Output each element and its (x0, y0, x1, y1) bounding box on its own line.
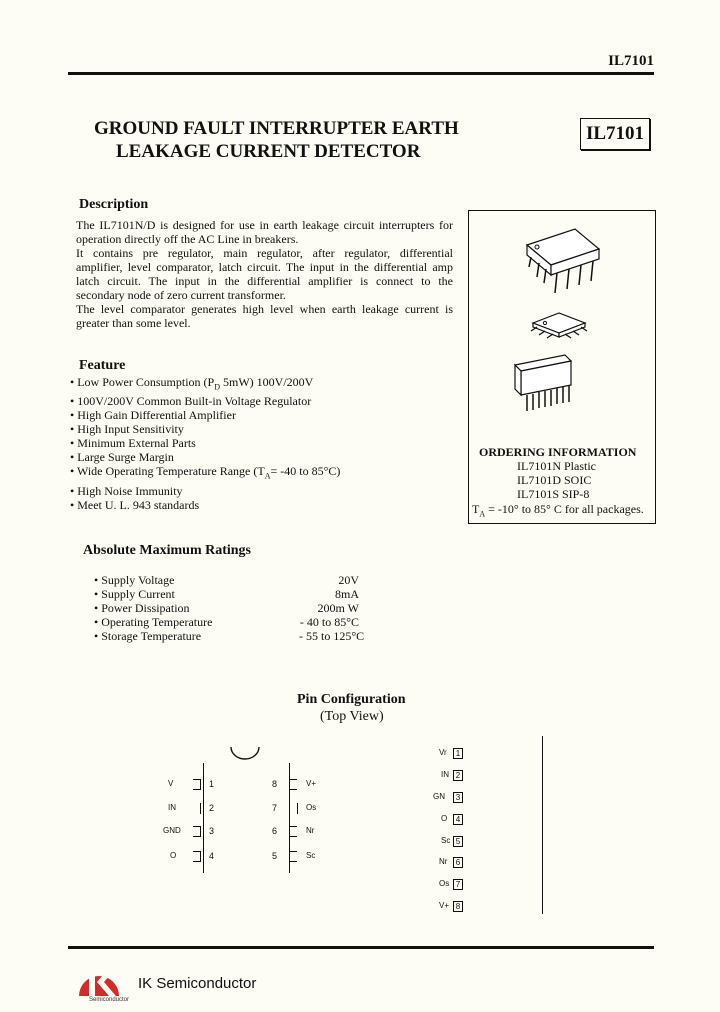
pin-number: 6 (453, 857, 463, 868)
description-body (76, 218, 453, 330)
feature-item-rest: 5mW) 100V/200V (220, 375, 314, 389)
pin-stub (297, 803, 298, 814)
ratings-row (94, 629, 365, 643)
rating-value: - 40 to 85°C (299, 615, 359, 629)
feature-item-sub: D (214, 382, 220, 392)
rating-value: 200m W (317, 601, 359, 615)
sip-pinout (425, 736, 550, 916)
description-line: greater than some level. (76, 316, 191, 330)
rating-name: • Power Dissipation (94, 601, 190, 615)
feature-item: • 100V/200V Common Built-in Voltage Regulator (70, 394, 312, 409)
title-badge: IL7101 (580, 118, 650, 150)
description-line: operation directly off the AC Line in breakers. (76, 232, 299, 246)
pin-label: Sc (306, 851, 316, 860)
pin-label: V (168, 779, 174, 788)
description-heading: Description (79, 197, 149, 212)
rating-name: • Operating Temperature (94, 615, 213, 629)
header-rule (68, 72, 654, 75)
feature-item: • Meet U. L. 943 standards (70, 497, 200, 512)
rating-value: - 55 to 125°C (299, 629, 365, 643)
dip-pinout (160, 745, 340, 875)
feature-item: • High Noise Immunity (70, 483, 183, 498)
pin-config-heading: Pin Configuration (297, 692, 406, 707)
page-title (94, 117, 459, 163)
pin-number: 7 (453, 879, 463, 890)
pin-number: 2 (453, 770, 463, 781)
description-line: amplifier, level comparator, latch circuit. The input in the differential amp (76, 260, 453, 274)
feature-list (70, 375, 340, 512)
pin-stub (200, 803, 201, 814)
description-line: The level comparator generates high level when earth leakage current is (76, 302, 453, 316)
pin-number: 1 (209, 779, 215, 789)
sip-body (542, 736, 543, 914)
pin-label: O (441, 814, 448, 823)
feature-item-text: • Low Power Consumption (P (70, 375, 215, 389)
title-line-2: LEAKAGE CURRENT DETECTOR (116, 141, 421, 162)
rating-name: • Supply Current (94, 587, 175, 601)
feature-item (70, 464, 340, 483)
rating-value: 8mA (335, 587, 359, 601)
pin-stub (289, 851, 297, 862)
pin-label: Sc (441, 836, 451, 845)
pin-stub (289, 779, 297, 790)
pin-label: Vr (439, 748, 447, 757)
pin-label: Nr (439, 857, 448, 866)
feature-item: • High Gain Differential Amplifier (70, 408, 236, 423)
ordering-note-sub: A (479, 509, 486, 519)
description-line: The IL7101N/D is designed for use in earth leakage circuit interrupters for (76, 218, 453, 232)
pin-label: V+ (306, 779, 317, 788)
pin-number: 6 (272, 826, 278, 836)
soic-package-icon (525, 307, 595, 341)
feature-item: • High Input Sensitivity (70, 422, 184, 437)
pin-stub (193, 851, 201, 862)
feature-item-text: • Wide Operating Temperature Range (T (70, 464, 265, 479)
ratings-row (94, 615, 359, 629)
ordering-rows (517, 459, 596, 501)
rating-name: • Storage Temperature (94, 629, 202, 643)
ratings-row (94, 587, 359, 601)
pin-number: 7 (272, 803, 278, 813)
ratings-row (94, 601, 359, 615)
pin-number: 5 (453, 836, 463, 847)
feature-item: • Minimum External Parts (70, 436, 196, 451)
feature-item-rest: = -40 to 85°C) (270, 464, 341, 479)
ordering-note (472, 502, 644, 521)
description-line: latch circuit. The input in the differential amplifier is connect to the (76, 274, 453, 288)
logo-subtext: Semiconductor (89, 997, 130, 1003)
ordering-row: IL7101N Plastic (517, 459, 596, 473)
pin-number: 4 (453, 814, 463, 825)
ordering-heading: ORDERING INFORMATION (479, 445, 637, 459)
pin-stub (193, 779, 201, 790)
feature-heading: Feature (79, 358, 126, 373)
description-line: secondary node of zero current transformer. (76, 288, 286, 302)
title-line-1: GROUND FAULT INTERRUPTER EARTH (94, 118, 459, 139)
pin-config-subheading: (Top View) (320, 709, 384, 724)
ratings-row (94, 573, 359, 587)
rating-name: • Supply Voltage (94, 573, 175, 587)
header-part-number: IL7101 (608, 53, 654, 69)
pin-label: Nr (306, 826, 315, 835)
pin-label: Os (439, 879, 450, 888)
ordering-row: IL7101D SOIC (517, 473, 592, 487)
pin-label: GND (163, 826, 181, 835)
ik-logo-icon (75, 960, 125, 998)
pin-number: 2 (209, 803, 215, 813)
pin-label: V+ (439, 901, 450, 910)
ordering-note-prefix: T (472, 502, 480, 516)
feature-item: • Large Surge Margin (70, 450, 174, 465)
ratings-heading: Absolute Maximum Ratings (83, 543, 252, 558)
pin-number: 1 (453, 748, 463, 759)
company-logo (75, 960, 135, 1008)
package-box (468, 210, 656, 524)
pin-label: IN (168, 803, 176, 812)
footer-rule (68, 946, 654, 949)
pin-label: IN (441, 770, 449, 779)
pin-label: GN (433, 792, 445, 801)
dip-package-icon (517, 223, 617, 303)
ordering-note-rest: = -10° to 85° C for all packages. (485, 502, 644, 516)
sip-package-icon (509, 349, 629, 419)
feature-item (70, 375, 340, 394)
pin-number: 3 (209, 826, 215, 836)
pin-label: Os (306, 803, 317, 812)
pin-number: 8 (453, 901, 463, 912)
pin-number: 5 (272, 851, 278, 861)
pin-stub (193, 826, 201, 837)
pin-number: 4 (209, 851, 215, 861)
pin-label: O (170, 851, 177, 860)
company-name: IK Semiconductor (138, 975, 257, 992)
dip-notch (228, 745, 262, 761)
pin-stub (289, 826, 297, 837)
pin-number: 3 (453, 792, 463, 803)
pin-number: 8 (272, 779, 278, 789)
ratings-table (94, 573, 365, 643)
description-line: It contains pre regulator, main regulator, after regulator, differential (76, 246, 453, 260)
rating-value: 20V (338, 573, 359, 587)
ordering-row: IL7101S SIP-8 (517, 487, 590, 501)
feature-item-sub: A (264, 471, 271, 481)
